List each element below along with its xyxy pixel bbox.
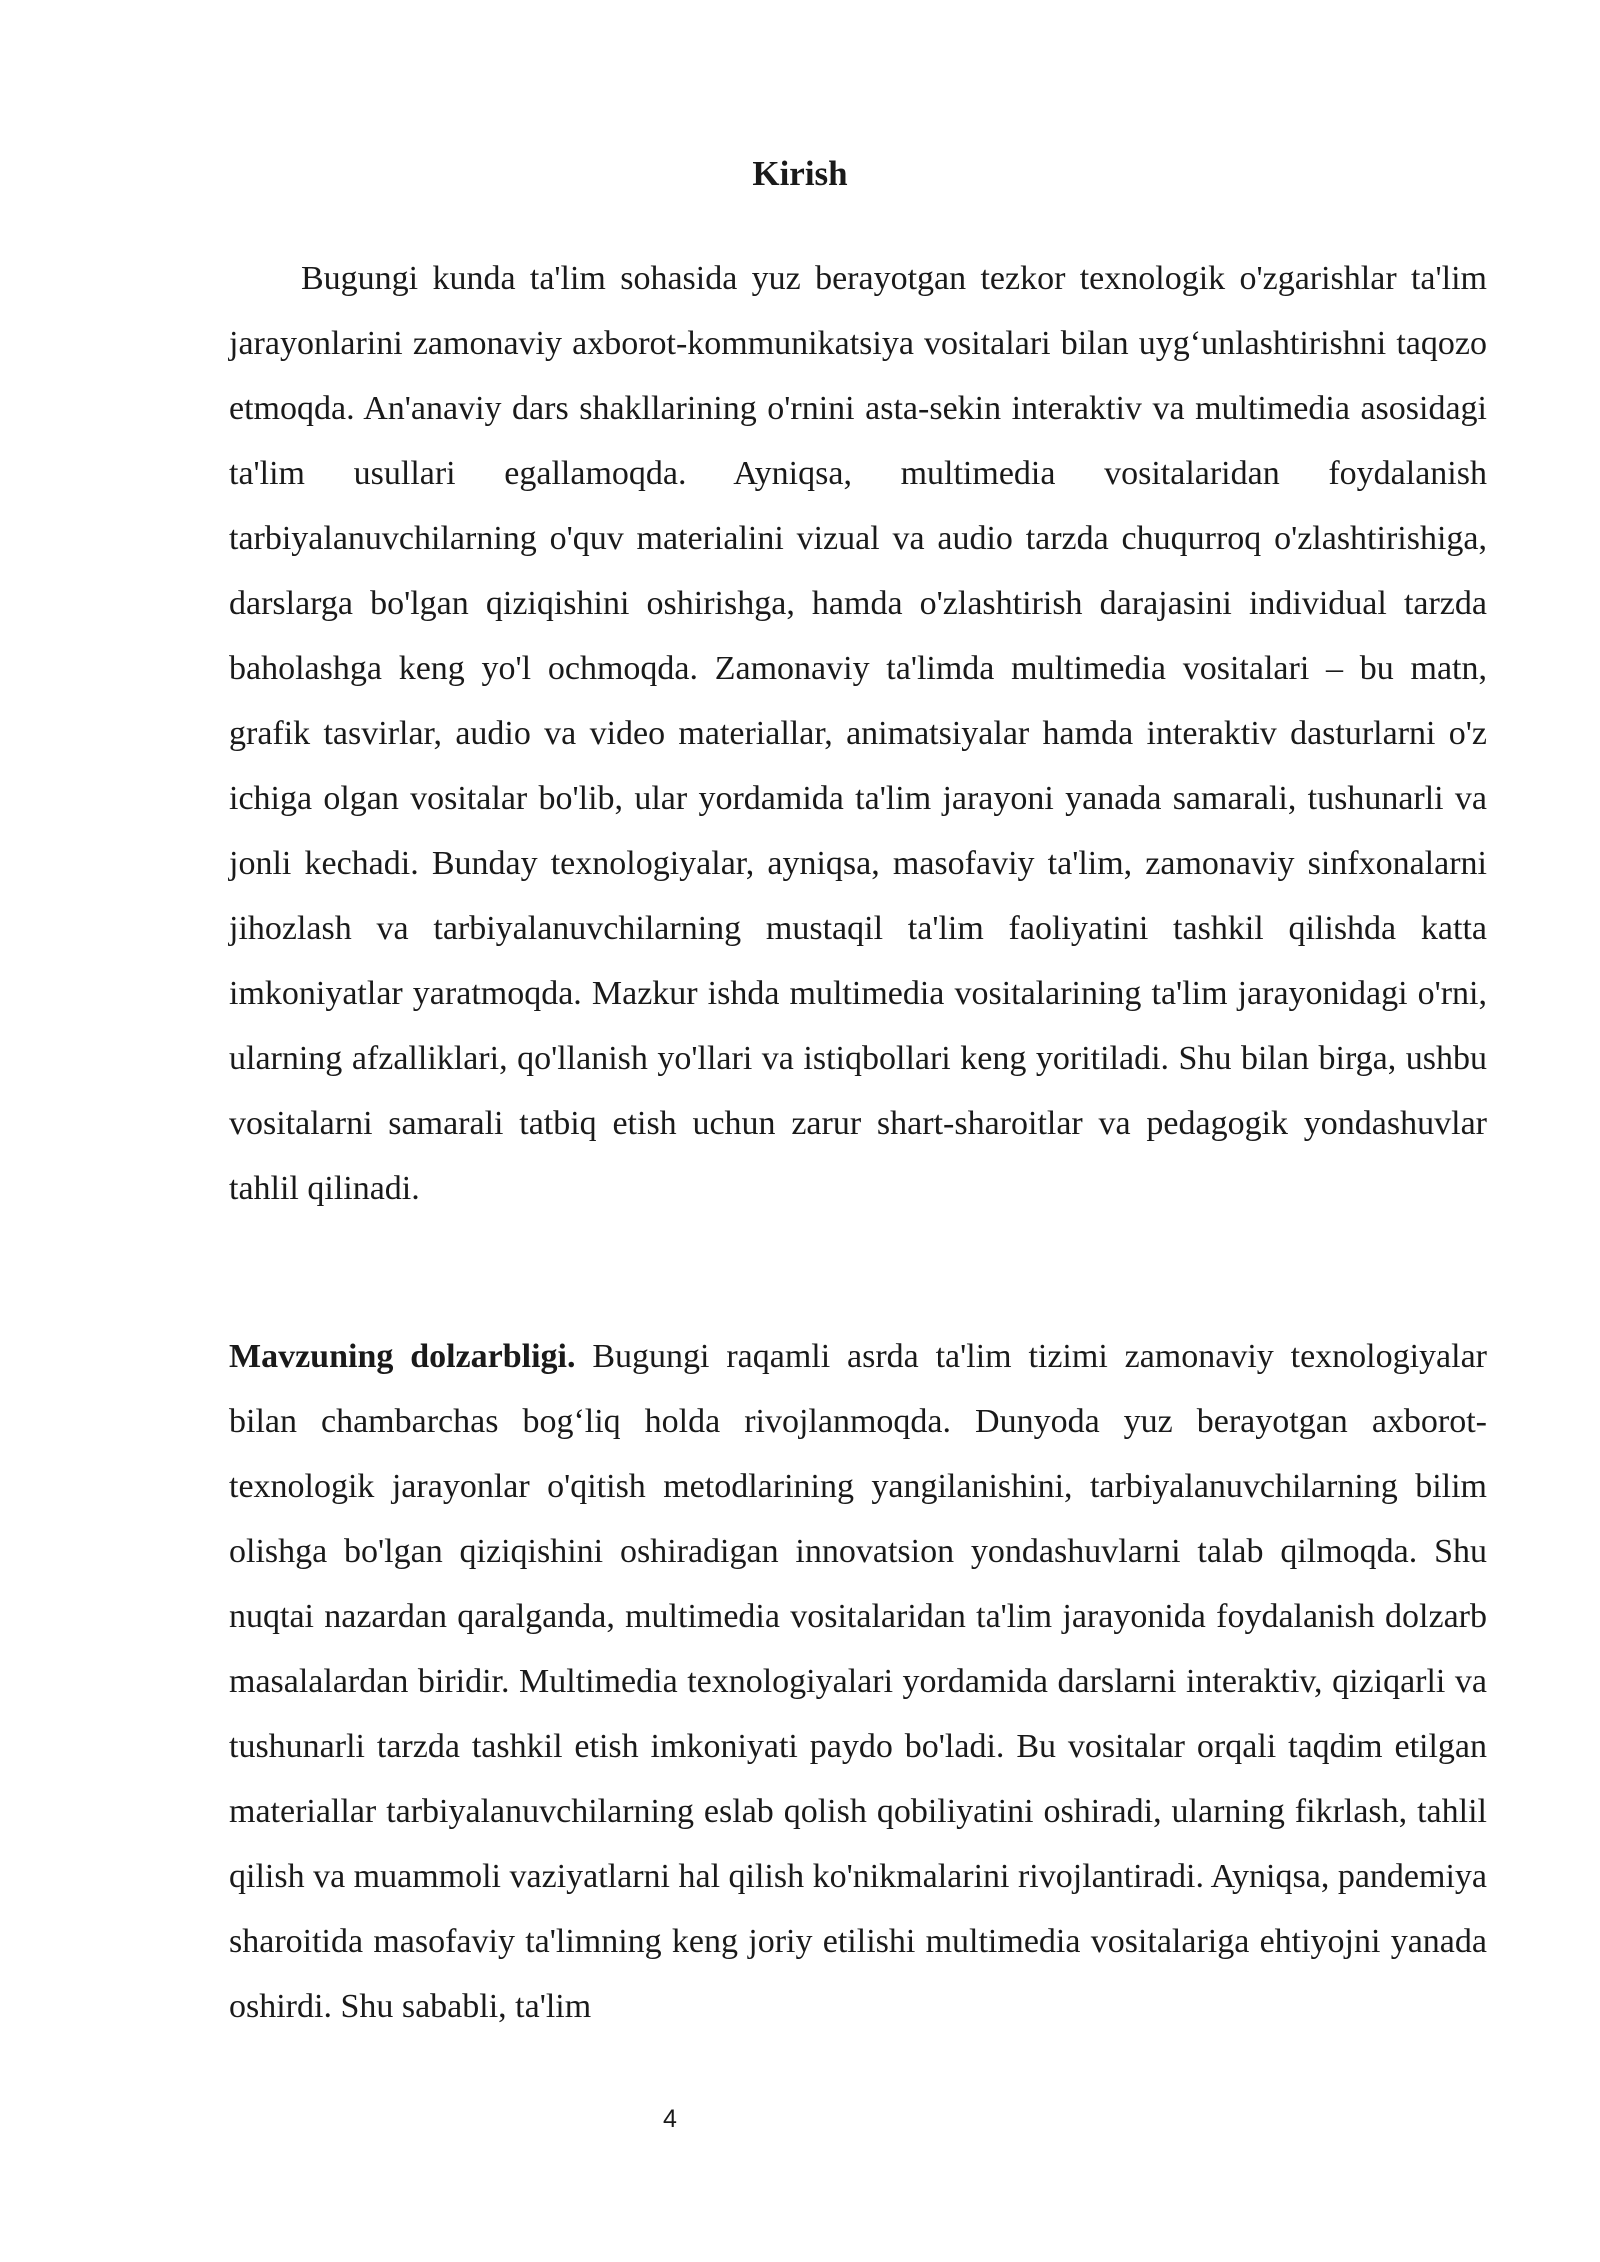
relevance-text: Bugungi raqamli asrda ta'lim tizimi zamonaviy texnologiyalar bilan chambarchas bog‘liq holda rivojlanmoqda. Dunyoda yuz berayotgan axborot-texnologik jarayonlar o'qitish metodlarining yangilanishini, tarbiyalanuvchilarning bilim olishga bo'lgan qiziqishini oshiradigan innovatsion yondashuvlarni talab qilmoqda. Shu nuqtai nazardan qaralganda, multimedia vositalaridan ta'lim jarayonida foydalanish dolzarb masalalardan biridir. Multimedia texnologiyalari yordamida darslarni interaktiv, qiziqarli va tushunarli tarzda tashkil etish imkoniyati paydo bo'ladi. Bu vositalar orqali taqdim etilgan materiallar tarbiyalanuvchilarning eslab qolish qobiliyatini oshiradi, ularning fikrlash, tahlil qilish va muammoli vaziyatlarni hal qilish ko'nikmalarini rivojlantiradi. Ayniqsa, pandemiya sharoitida masofaviy ta'limning keng joriy etilishi multimedia vositalariga ehtiyojni yanada oshirdi. Shu sababli, ta'lim xyxy=(229,1338,1488,2025)
page-number: 4 xyxy=(663,2105,677,2133)
relevance-paragraph xyxy=(229,1324,1487,2039)
page-title: Kirish xyxy=(752,154,848,193)
intro-paragraph: Bugungi kunda ta'lim sohasida yuz berayotgan tezkor texnologik o'zgarishlar ta'lim jarayonlarini zamonaviy axborot-kommunikatsiya vositalari bilan uyg‘unlashtirishni taqozo etmoqda. An'anaviy dars shakllarining o'rnini asta-sekin interaktiv va multimedia asosidagi ta'lim usullari egallamoqda. Ayniqsa, multimedia vositalaridan foydalanish tarbiyalanuvchilarning o'quv materialini vizual va audio tarzda chuqurroq o'zlashtirishiga, darslarga bo'lgan qiziqishini oshirishga, hamda o'zlashtirish darajasini individual tarzda baholashga keng yo'l ochmoqda. Zamonaviy ta'limda multimedia vositalari – bu matn, grafik tasvirlar, audio va video materiallar, animatsiyalar hamda interaktiv dasturlarni o'z ichiga olgan vositalar bo'lib, ular yordamida ta'lim jarayoni yanada samarali, tushunarli va jonli kechadi. Bunday texnologiyalar, ayniqsa, masofaviy ta'lim, zamonaviy sinfxonalarni jihozlash va tarbiyalanuvchilarning mustaqil ta'lim faoliyatini tashkil qilishda katta imkoniyatlar yaratmoqda. Mazkur ishda multimedia vositalarining ta'lim jarayonidagi o'rni, ularning afzalliklari, qo'llanish yo'llari va istiqbollari keng yoritiladi. Shu bilan birga, ushbu vositalarni samarali tatbiq etish uchun zarur shart-sharoitlar va pedagogik yondashuvlar tahlil qilinadi. xyxy=(229,260,1487,1207)
relevance-heading: Mavzuning dolzarbligi. xyxy=(229,1338,576,1375)
